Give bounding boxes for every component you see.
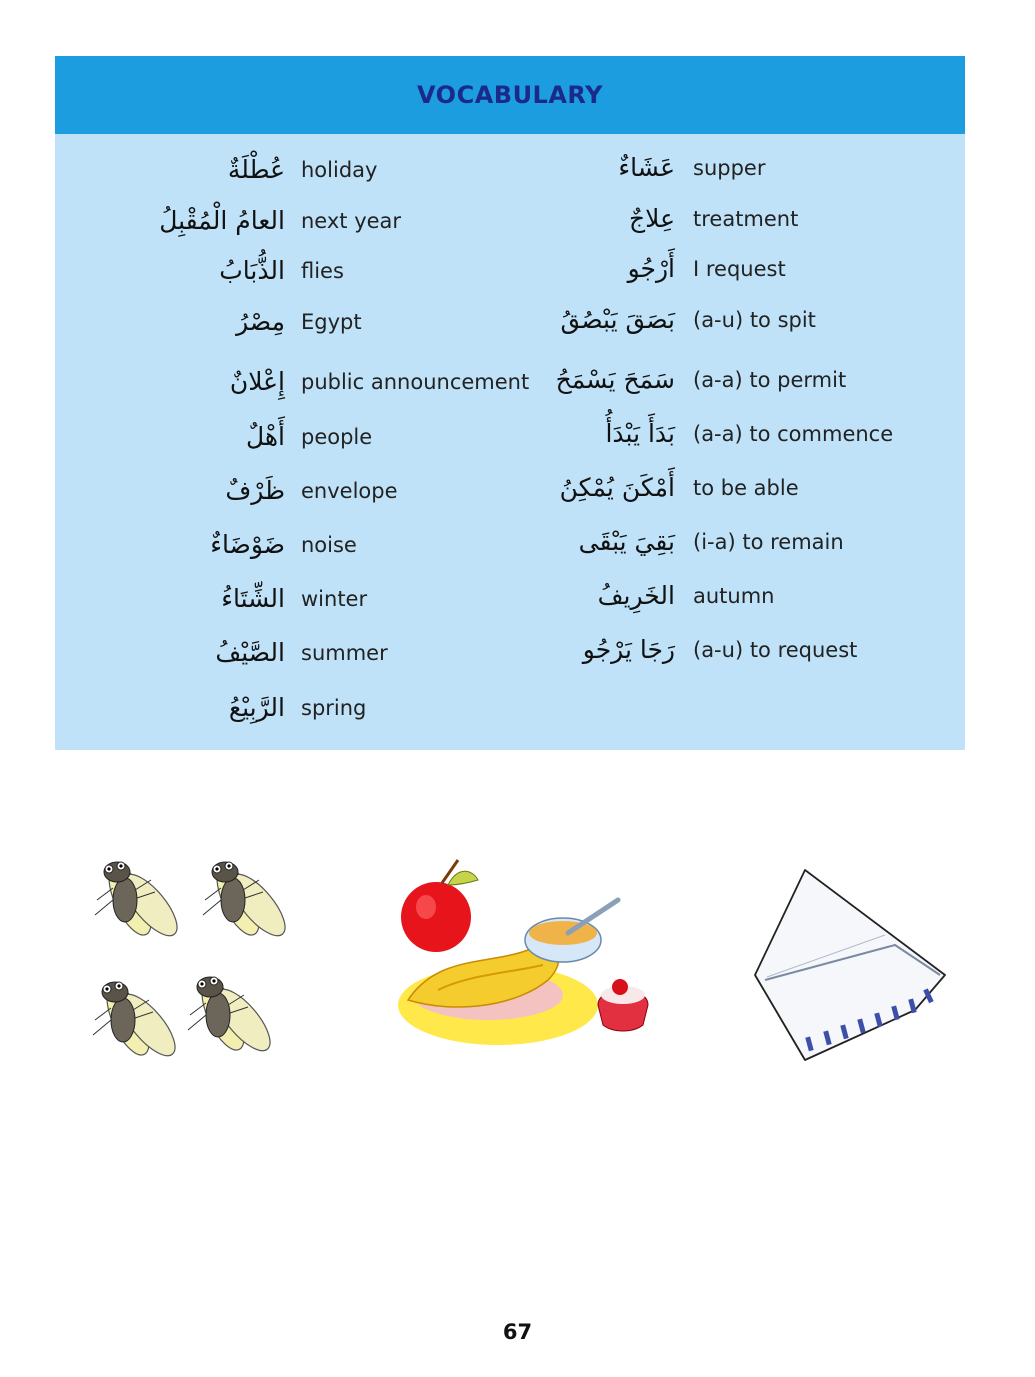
- english-meaning: envelope: [301, 479, 398, 503]
- english-meaning: I request: [693, 257, 786, 281]
- vocabulary-header: [55, 56, 965, 134]
- english-meaning: people: [301, 425, 373, 449]
- arabic-word: الذُّبَابُ: [219, 256, 285, 285]
- english-meaning: flies: [301, 259, 344, 283]
- arabic-word: الرَّبِيْعُ: [228, 693, 285, 722]
- arabic-word: بَصَقَ يَبْصُقُ: [560, 305, 675, 334]
- english-meaning: summer: [301, 641, 388, 665]
- vocabulary-box: [55, 56, 965, 750]
- arabic-word: بَقِيَ يَبْقَى: [578, 527, 675, 556]
- arabic-word: عُطْلَةٌ: [227, 155, 285, 184]
- english-meaning: holiday: [301, 158, 378, 182]
- english-meaning: noise: [301, 533, 357, 557]
- arabic-word: سَمَحَ يَسْمَحُ: [555, 365, 675, 394]
- english-meaning: spring: [301, 696, 367, 720]
- flies-illustration: [85, 845, 325, 1080]
- supper-food-illustration: [398, 855, 678, 1055]
- envelope-illustration: [745, 865, 960, 1065]
- arabic-word: عَشَاءٌ: [618, 153, 675, 182]
- arabic-word: بَدَأَ يَبْدَأُ: [605, 419, 675, 448]
- arabic-word: ظَرْفٌ: [225, 476, 285, 505]
- english-meaning: (i-a) to remain: [693, 530, 844, 554]
- page-number: 67: [502, 1320, 533, 1344]
- english-meaning: (a-u) to spit: [693, 308, 816, 332]
- arabic-word: إِعْلانٌ: [229, 367, 285, 396]
- arabic-word: رَجَا يَرْجُو: [582, 635, 675, 664]
- arabic-word: أَهْلٌ: [245, 422, 285, 451]
- arabic-word: الخَرِيفُ: [597, 581, 675, 610]
- english-meaning: treatment: [693, 207, 799, 231]
- arabic-word: ضَوْضَاءٌ: [210, 530, 285, 559]
- arabic-word: أَرْجُو: [627, 254, 675, 283]
- arabic-word: الصَّيْفُ: [215, 638, 285, 667]
- english-meaning: (a-a) to commence: [693, 422, 894, 446]
- arabic-word: عِلاجٌ: [629, 204, 675, 233]
- english-meaning: autumn: [693, 584, 775, 608]
- arabic-word: العامُ الْمُقْبِلُ: [159, 206, 285, 235]
- arabic-word: أَمْكَنَ يُمْكِنُ: [559, 473, 675, 502]
- arabic-word: الشِّتَاءُ: [221, 584, 285, 613]
- english-meaning: winter: [301, 587, 368, 611]
- english-meaning: Egypt: [301, 310, 362, 334]
- vocabulary-title: VOCABULARY: [417, 81, 603, 109]
- english-meaning: (a-u) to request: [693, 638, 858, 662]
- english-meaning: next year: [301, 209, 402, 233]
- arabic-word: مِصْرُ: [236, 307, 285, 336]
- english-meaning: supper: [693, 156, 766, 180]
- english-meaning: to be able: [693, 476, 799, 500]
- english-meaning: (a-a) to permit: [693, 368, 847, 392]
- english-meaning: public announcement: [301, 370, 530, 394]
